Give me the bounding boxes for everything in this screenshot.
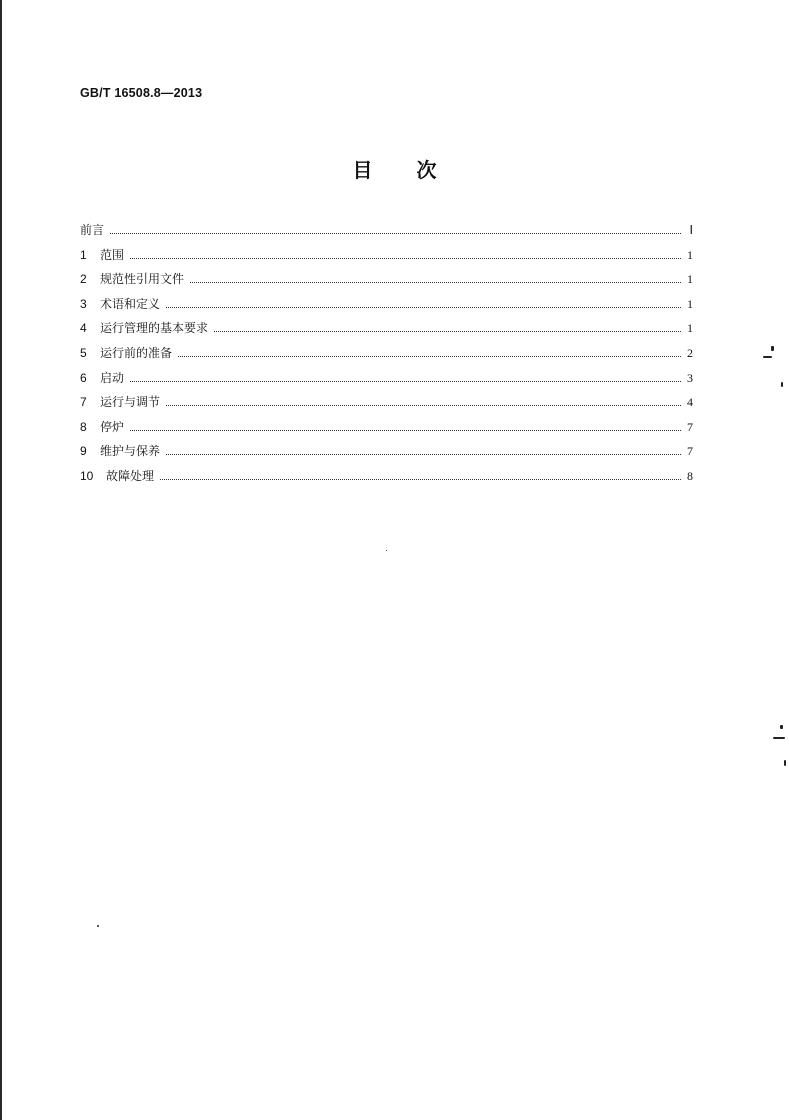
- toc-page-number: 1: [687, 296, 693, 311]
- toc-leader-dots: [160, 479, 681, 480]
- toc-leader-dots: [166, 405, 681, 406]
- scan-speck: [97, 925, 99, 927]
- toc-page-number: 1: [687, 272, 693, 287]
- toc-entry-5[interactable]: [80, 344, 693, 369]
- toc-entry-2[interactable]: [80, 270, 693, 295]
- table-of-contents: [80, 221, 693, 492]
- toc-leader-dots: [178, 356, 681, 357]
- scan-speck: [771, 346, 774, 351]
- toc-entry-3[interactable]: [80, 295, 693, 320]
- toc-entry-number: 7: [80, 395, 87, 410]
- toc-entry-label: 运行管理的基本要求: [100, 321, 209, 336]
- scan-speck: [386, 550, 387, 551]
- toc-page-number: 1: [687, 321, 693, 336]
- toc-entry-number: 8: [80, 419, 87, 434]
- toc-entry-foreword[interactable]: [80, 221, 693, 246]
- toc-entry-number: 10: [80, 468, 94, 483]
- toc-entry-label: 规范性引用文件: [100, 272, 185, 287]
- toc-entry-label: 范围: [100, 247, 125, 262]
- toc-entry-label: 故障处理: [106, 468, 155, 483]
- scan-speck: [781, 382, 783, 387]
- toc-leader-dots: [130, 430, 681, 431]
- toc-leader-dots: [214, 331, 681, 332]
- toc-page-number: 7: [687, 444, 693, 459]
- toc-entry-number: 1: [80, 247, 87, 262]
- scan-speck: [763, 356, 772, 358]
- toc-entry-label: 前言: [80, 223, 105, 237]
- toc-leader-dots: [166, 307, 681, 308]
- toc-entry-number: 9: [80, 444, 87, 459]
- toc-leader-dots: [166, 454, 681, 455]
- page-title: 目次: [352, 158, 481, 182]
- toc-page-number: 3: [687, 370, 693, 385]
- scan-speck: [773, 737, 785, 739]
- toc-entry-6[interactable]: [80, 369, 693, 394]
- toc-entry-label: 停炉: [100, 419, 125, 434]
- toc-entry-number: 2: [80, 272, 87, 287]
- toc-entry-8[interactable]: [80, 418, 693, 443]
- toc-entry-7[interactable]: [80, 393, 693, 418]
- toc-entry-10[interactable]: [80, 467, 693, 492]
- toc-entry-number: 6: [80, 370, 87, 385]
- toc-entry-number: 5: [80, 345, 87, 360]
- toc-entry-label: 术语和定义: [100, 296, 161, 311]
- toc-page-number: 4: [687, 395, 693, 410]
- toc-entry-9[interactable]: [80, 442, 693, 467]
- toc-entry-4[interactable]: [80, 319, 693, 344]
- toc-leader-dots: [130, 258, 681, 259]
- toc-leader-dots: [130, 381, 681, 382]
- toc-entry-label: 运行与调节: [100, 395, 161, 410]
- toc-entry-number: 4: [80, 321, 87, 336]
- toc-page-number: 8: [687, 468, 693, 483]
- toc-page-number: 1: [687, 247, 693, 262]
- toc-entry-label: 维护与保养: [100, 444, 161, 459]
- toc-entry-number: 3: [80, 296, 87, 311]
- toc-page-number: 7: [687, 419, 693, 434]
- standard-code: GB/T 16508.8—2013: [80, 86, 203, 100]
- toc-entry-label: 运行前的准备: [100, 345, 173, 360]
- toc-page-number: 2: [687, 345, 693, 360]
- toc-entry-1[interactable]: [80, 246, 693, 271]
- toc-entry-label: 启动: [100, 370, 125, 385]
- toc-leader-dots: [190, 282, 681, 283]
- scan-speck: [780, 725, 783, 729]
- toc-page-number: Ⅰ: [689, 223, 693, 237]
- toc-leader-dots: [110, 233, 681, 234]
- scan-speck: [784, 760, 786, 766]
